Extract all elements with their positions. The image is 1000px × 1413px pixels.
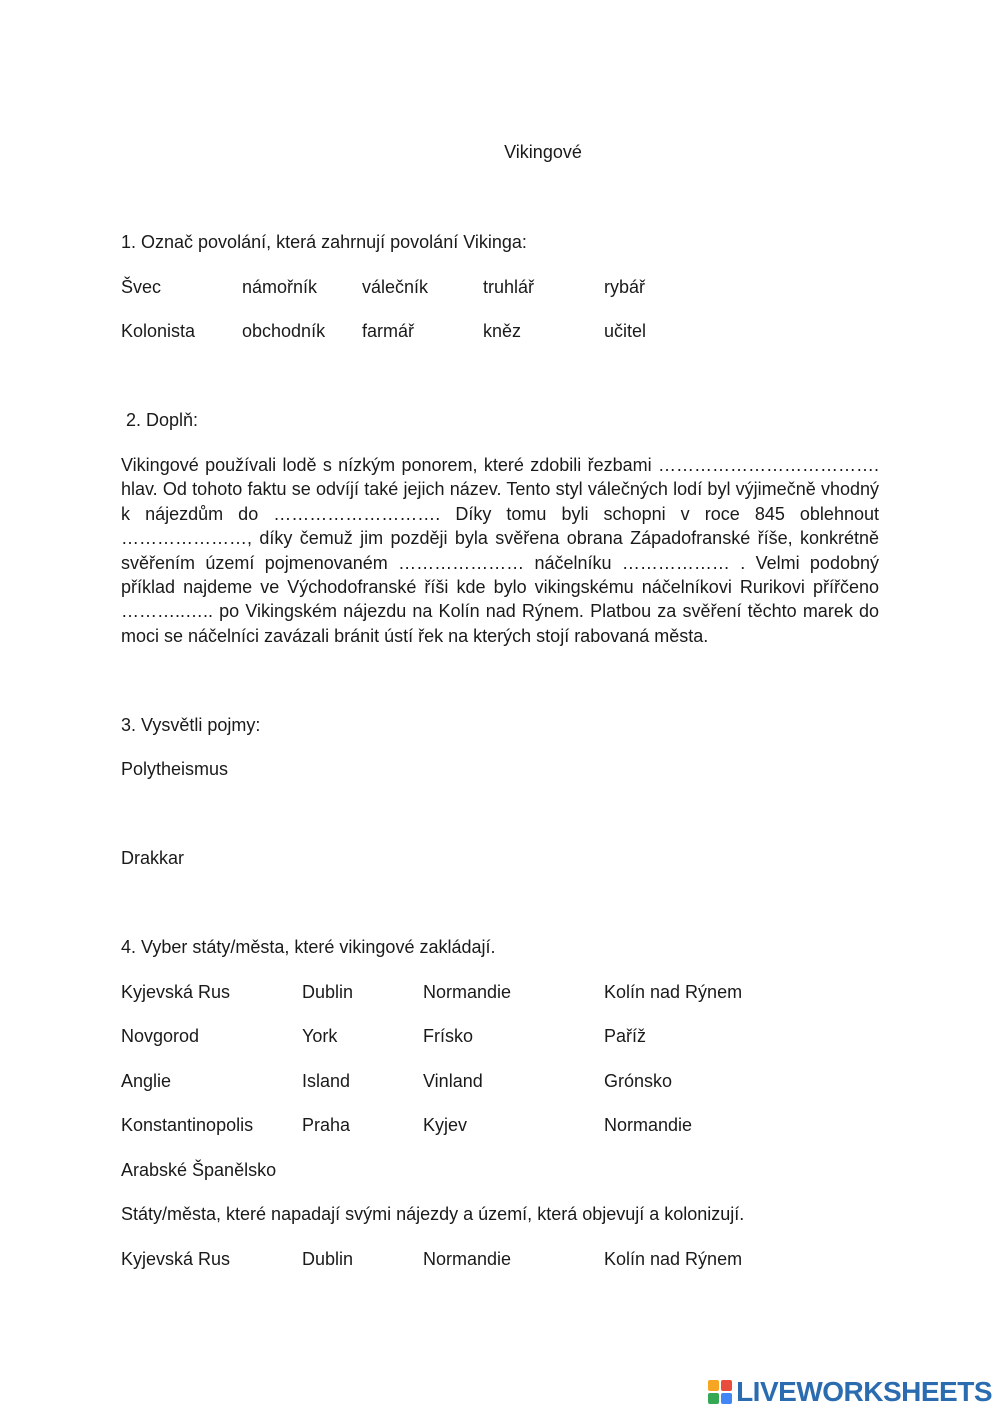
q4-option[interactable]: Grónsko bbox=[604, 1071, 673, 1091]
q4-option[interactable]: Vinland bbox=[423, 1071, 483, 1091]
logo-brand-text: LIVEWORKSHEETS bbox=[736, 1376, 992, 1407]
logo-tile bbox=[708, 1393, 719, 1404]
q4-option[interactable]: Anglie bbox=[121, 1071, 172, 1091]
q1-option[interactable]: obchodník bbox=[242, 321, 326, 341]
q4-option-second[interactable]: Kyjevská Rus bbox=[121, 1249, 231, 1269]
q4-option-second[interactable]: Dublin bbox=[302, 1249, 354, 1269]
logo-tiles-icon bbox=[708, 1380, 732, 1404]
q1-option[interactable]: truhlář bbox=[483, 277, 535, 297]
q2-fill-text[interactable]: Vikingové používali lodě s nízkým ponorem, které zdobili řezbami ………………………………. hlav. Od tohoto faktu se odvíjí také jejich název. Tento styl válečných lodí byl výjimečně vhodný k nájezdům do ………………………. Díky tomu byli schopni v roce 845 oblehnout …………………, díky čemuž jim později byla svěřena obrana Západofranské říše, konkrétně svěřením území pojmenovaném ………………… náčelníku ……………… . Velmi podobný příklad najdeme ve Východofranské říši kde bylo vikingskému náčelníkovi Rurikovi přířčeno ………..….. po Vikingském nájezdu na Kolín nad Rýnem. Platbou za svěření těchto marek do moci se náčelníci zavázali bránit ústí řek na kterých stojí rabovaná města. bbox=[121, 455, 879, 646]
logo-tile bbox=[708, 1380, 719, 1391]
q4-option[interactable]: Paříž bbox=[604, 1026, 647, 1046]
logo-tile bbox=[721, 1393, 732, 1404]
q4-option-second[interactable]: Normandie bbox=[423, 1249, 512, 1269]
q4-option[interactable]: Normandie bbox=[604, 1115, 693, 1135]
q4-option[interactable]: Konstantinopolis bbox=[121, 1115, 254, 1135]
page-title: Vikingové bbox=[504, 142, 582, 162]
q1-option[interactable]: válečník bbox=[362, 277, 429, 297]
q4-option[interactable]: Kolín nad Rýnem bbox=[604, 982, 743, 1002]
q4-option[interactable]: Praha bbox=[302, 1115, 351, 1135]
q4-option[interactable]: Kyjevská Rus bbox=[121, 982, 231, 1002]
q3-term: Polytheismus bbox=[121, 759, 229, 779]
q1-option[interactable]: Švec bbox=[121, 277, 162, 297]
q1-option[interactable]: farmář bbox=[362, 321, 415, 341]
liveworksheets-logo bbox=[708, 1377, 992, 1407]
q1-option[interactable]: Kolonista bbox=[121, 321, 196, 341]
q1-option[interactable]: námořník bbox=[242, 277, 318, 297]
q4-option[interactable]: Kyjev bbox=[423, 1115, 468, 1135]
q4-option[interactable]: Island bbox=[302, 1071, 351, 1091]
q4-option-second[interactable]: Kolín nad Rýnem bbox=[604, 1249, 743, 1269]
q2-heading: 2. Doplň: bbox=[126, 410, 199, 430]
q3-term: Drakkar bbox=[121, 848, 185, 868]
q1-option[interactable]: kněz bbox=[483, 321, 522, 341]
q4-subheading: Státy/města, které napadají svými nájezdy a území, která objevují a kolonizují. bbox=[121, 1204, 745, 1224]
q4-option[interactable]: Novgorod bbox=[121, 1026, 200, 1046]
q4-option[interactable]: Normandie bbox=[423, 982, 512, 1002]
q1-heading: 1. Označ povolání, která zahrnují povolání Vikinga: bbox=[121, 232, 527, 252]
q4-option[interactable]: York bbox=[302, 1026, 338, 1046]
q4-heading: 4. Vyber státy/města, které vikingové zakládají. bbox=[121, 937, 496, 957]
q1-option[interactable]: rybář bbox=[604, 277, 646, 297]
q4-option[interactable]: Frísko bbox=[423, 1026, 474, 1046]
q3-heading: 3. Vysvětli pojmy: bbox=[121, 715, 261, 735]
q4-option[interactable]: Arabské Španělsko bbox=[121, 1160, 277, 1180]
q1-option[interactable]: učitel bbox=[604, 321, 647, 341]
logo-tile bbox=[721, 1380, 732, 1391]
q4-option[interactable]: Dublin bbox=[302, 982, 354, 1002]
